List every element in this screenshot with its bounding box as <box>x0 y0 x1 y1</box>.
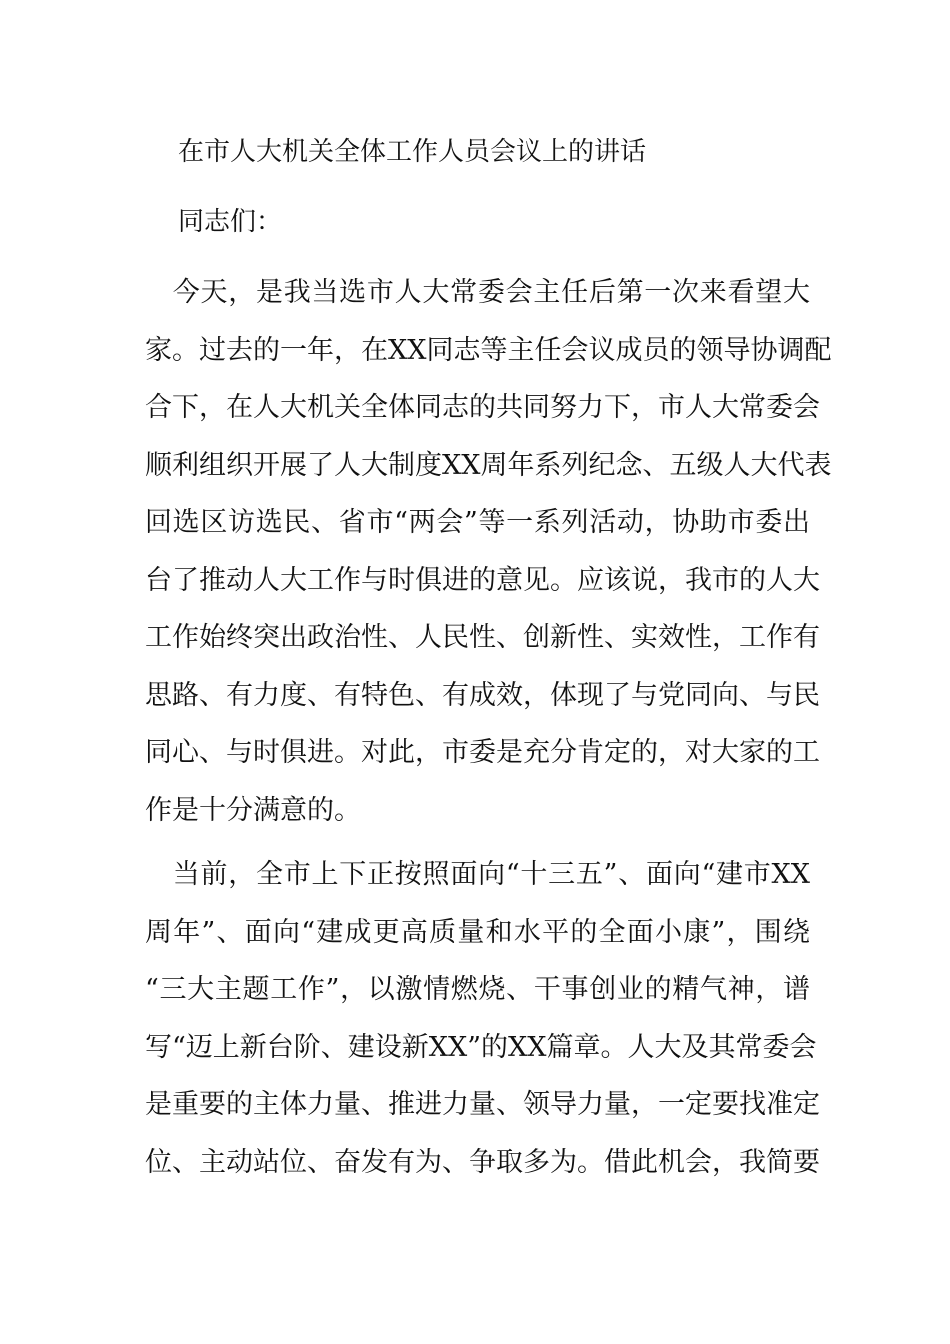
paragraph-line: 回选区访选民、省市“两会”等一系列活动，协助市委出 <box>145 507 810 538</box>
paragraph-line: 台了推动人大工作与时俱进的意见。应该说，我市的人大 <box>145 564 820 596</box>
paragraph-line: “三大主题工作”，以激情燃烧、干事创业的精气神，谱 <box>145 974 810 1005</box>
paragraph-1 <box>145 264 832 839</box>
document-title: 在市人大机关全体工作人员会议上的讲话 <box>178 137 647 167</box>
paragraph-line: 今天，是我当选市人大常委会主任后第一次来看望大 <box>145 277 810 308</box>
paragraph-line: 家。过去的一年，在XX同志等主任会议成员的领导协调配 <box>145 334 832 366</box>
paragraph-line: 同心、与时俱进。对此，市委是充分肯定的，对大家的工 <box>145 737 820 768</box>
paragraph-line: 位、主动站位、奋发有为、争取多为。借此机会，我简要 <box>145 1146 820 1178</box>
paragraph-2 <box>145 846 820 1191</box>
salutation: 同志们： <box>178 207 283 237</box>
paragraph-line: 作是十分满意的。 <box>145 794 361 826</box>
paragraph-line: 思路、有力度、有特色、有成效，体现了与党同向、与民 <box>145 679 820 711</box>
paragraph-line: 写“迈上新台阶、建设新XX”的XX篇章。人大及其常委会 <box>145 1031 817 1063</box>
paragraph-line: 是重要的主体力量、推进力量、领导力量，一定要找准定 <box>145 1089 820 1120</box>
paragraph-line: 合下，在人大机关全体同志的共同努力下，市人大常委会 <box>145 392 820 423</box>
paragraph-line: 顺利组织开展了人大制度XX周年系列纪念、五级人大代表 <box>145 449 832 481</box>
paragraph-line: 当前，全市上下正按照面向“十三五”、面向“建市XX <box>145 859 810 890</box>
paragraph-line: 工作始终突出政治性、人民性、创新性、实效性，工作有 <box>145 622 820 653</box>
paragraph-line: 周年”、面向“建成更高质量和水平的全面小康”，围绕 <box>145 916 810 948</box>
